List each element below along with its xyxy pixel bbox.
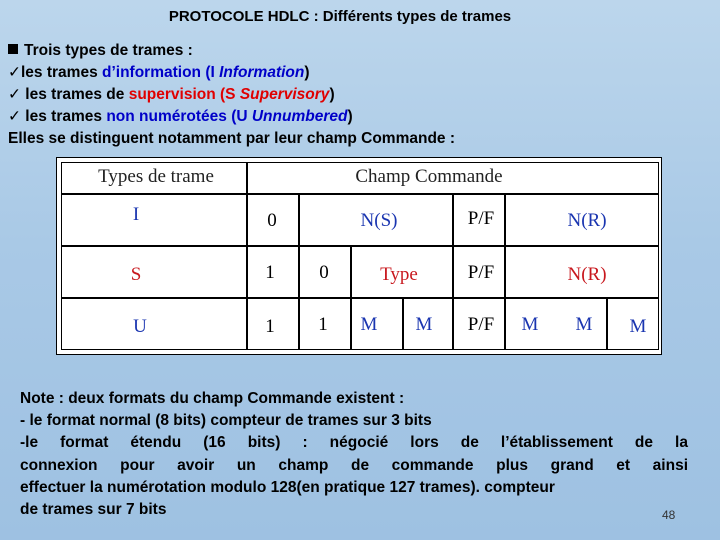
row-u-m5: M: [629, 316, 647, 337]
row-s-type: S: [130, 264, 142, 285]
row-s-nr: N(R): [567, 264, 607, 285]
intro-text: [8, 40, 708, 150]
note-line-3: -le format étendu (16 bits) : négocié lors de l’établissement de la: [20, 434, 688, 452]
row-s-type-cell: [61, 246, 247, 298]
row-i-type-cell: [61, 194, 247, 246]
page-number: 48: [662, 508, 676, 522]
row-i-nr: N(R): [567, 210, 607, 231]
check-icon: ✓: [8, 64, 21, 81]
row-u-m3: M: [521, 314, 539, 335]
row-u-bit1: 1: [318, 314, 328, 335]
note-line-6: de trames sur 7 bits: [20, 501, 167, 519]
row-u-m1: M: [360, 314, 378, 335]
header-type-label: Types de trame: [98, 166, 214, 187]
note-line-4: connexion pour avoir un champ de commande plus grand et ainsi: [20, 456, 688, 474]
note-line-2: - le format normal (8 bits) compteur de trames sur 3 bits: [20, 412, 432, 430]
row-s-pf: P/F: [467, 262, 495, 283]
row-u-m4: M: [575, 314, 593, 335]
note-line-5: effectuer la numérotation modulo 128(en pratique 127 trames). compteur: [20, 478, 555, 496]
header-champ-label: Champ Commande: [355, 166, 503, 187]
check-icon: ✓: [8, 108, 21, 125]
square-bullet-icon: [8, 44, 18, 54]
row-u-type-cell: [61, 298, 247, 350]
row-u-type: U: [133, 316, 147, 337]
intro-line-3: ✓ les trames de supervision (S Supervisory): [8, 86, 335, 103]
slide-title: PROTOCOLE HDLC : Différents types de trames: [168, 8, 512, 25]
frame-types-table: [56, 157, 662, 355]
intro-line-5: Elles se distinguent notamment par leur champ Commande :: [8, 130, 456, 147]
row-i-ns: N(S): [360, 210, 398, 231]
intro-line-1: Trois types de trames :: [8, 40, 708, 62]
row-s-type-field: Type: [380, 264, 418, 285]
row-u-bit0: 1: [265, 316, 275, 337]
row-u-pf: P/F: [467, 314, 495, 335]
check-icon: ✓: [8, 86, 21, 103]
intro-line-2: ✓les trames d’information (I Information): [8, 64, 310, 81]
row-i-type: I: [132, 204, 140, 225]
row-u-m2: M: [415, 314, 433, 335]
intro-line-4: ✓ les trames non numérotées (U Unnumbered): [8, 108, 353, 125]
row-i-bit0: 0: [267, 210, 277, 231]
note-line-1: Note : deux formats du champ Commande existent :: [20, 390, 405, 407]
note-text: [20, 388, 688, 521]
row-s-bit0: 1: [265, 262, 275, 283]
row-s-bit1: 0: [319, 262, 329, 283]
row-i-pf: P/F: [467, 208, 495, 229]
